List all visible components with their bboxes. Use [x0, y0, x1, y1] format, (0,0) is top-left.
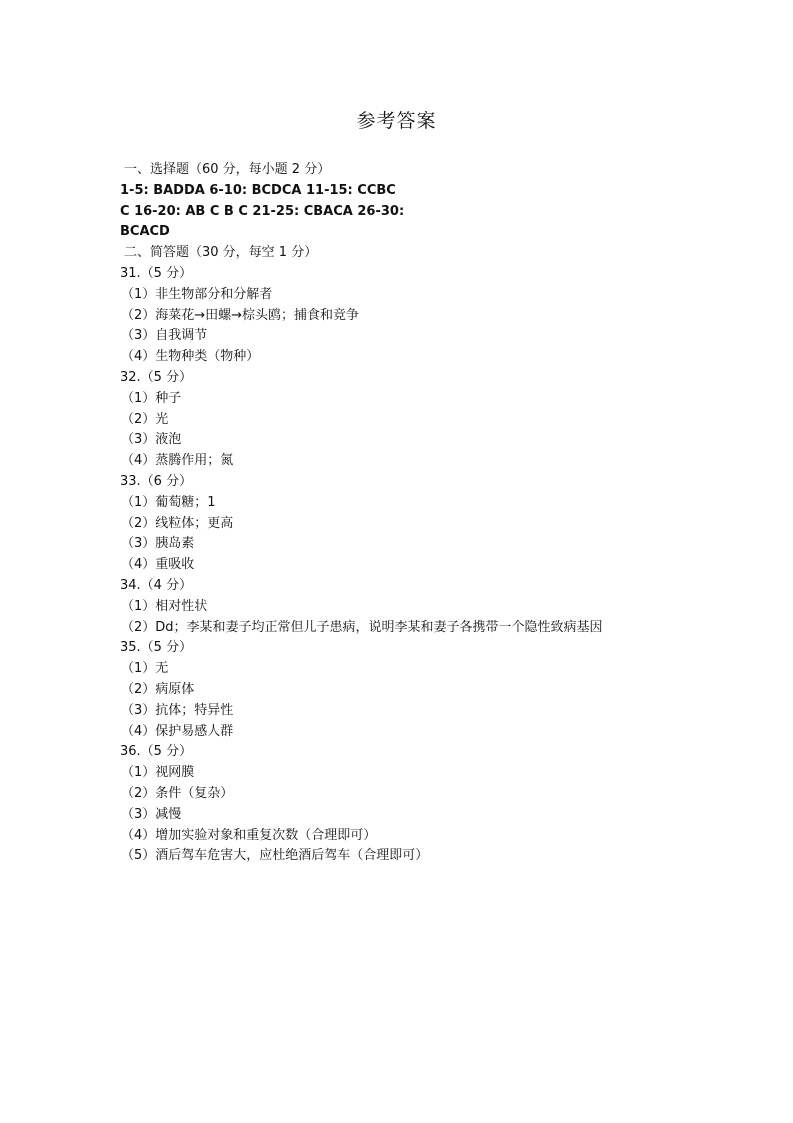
question-header: 36.（5 分） [120, 744, 193, 760]
document-title: 参考答案 [356, 110, 437, 132]
answer-item: （1）无 [121, 661, 169, 677]
answer-item: （1）种子 [121, 390, 182, 406]
answer-item: （4）蒸腾作用；氮 [121, 453, 234, 469]
answer-item: （3）抗体；特异性 [121, 702, 234, 718]
answer-item: （1）视网膜 [121, 765, 195, 781]
question-header: 32.（5 分） [120, 369, 193, 385]
question-header: 34.（4 分） [120, 577, 193, 593]
answer-item: （1）非生物部分和分解者 [121, 286, 273, 302]
answer-item: （1）葡萄糖；1 [121, 494, 216, 510]
question-33 [120, 472, 680, 576]
answer-item: （2）线粒体；更高 [121, 515, 234, 531]
answer-item: （4）保护易感人群 [121, 723, 234, 739]
answer-item: （2）海菜花→田螺→棕头鸥；捕食和竞争 [121, 307, 360, 323]
answer-item: （3）液泡 [121, 432, 182, 448]
answer-item: （3）减慢 [121, 806, 182, 822]
question-header: 35.（5 分） [120, 640, 193, 656]
question-35 [120, 638, 680, 742]
answer-item: （4）重吸收 [121, 557, 195, 573]
section-heading-multiple-choice: 一、选择题（60 分，每小题 2 分） [124, 162, 331, 177]
answer-item: （2）Dd；李某和妻子均正常但儿子患病，说明李某和妻子各携带一个隐性致病基因 [121, 619, 603, 635]
answer-item: （4）生物种类（物种） [121, 349, 260, 365]
question-31 [120, 264, 680, 368]
question-36 [120, 742, 680, 867]
answer-item: （4）增加实验对象和重复次数（合理即可） [121, 827, 377, 843]
answer-item: （3）胰岛素 [121, 536, 195, 552]
mc-answers-line: 1-5: BADDA 6-10: BCDCA 11-15: CCBC [120, 182, 396, 198]
answer-item: （2）条件（复杂） [121, 785, 234, 801]
answer-item: （3）自我调节 [121, 328, 208, 344]
mc-answers-line: C 16-20: AB C B C 21-25: CBACA 26-30: [120, 203, 405, 219]
section-heading-short-answer: 二、简答题（30 分，每空 1 分） [124, 245, 318, 261]
answer-item: （2）病原体 [121, 681, 195, 697]
answer-item: （5）酒后驾车危害大，应杜绝酒后驾车（合理即可） [121, 848, 429, 864]
question-34 [120, 576, 680, 638]
answer-item: （2）光 [121, 411, 169, 427]
answer-item: （1）相对性状 [121, 598, 208, 614]
answer-key-body [120, 160, 680, 867]
question-header: 33.（6 分） [120, 473, 193, 489]
mc-answers-line: BCACD [120, 224, 170, 240]
question-header: 31.（5 分） [120, 265, 193, 281]
question-32 [120, 368, 680, 472]
